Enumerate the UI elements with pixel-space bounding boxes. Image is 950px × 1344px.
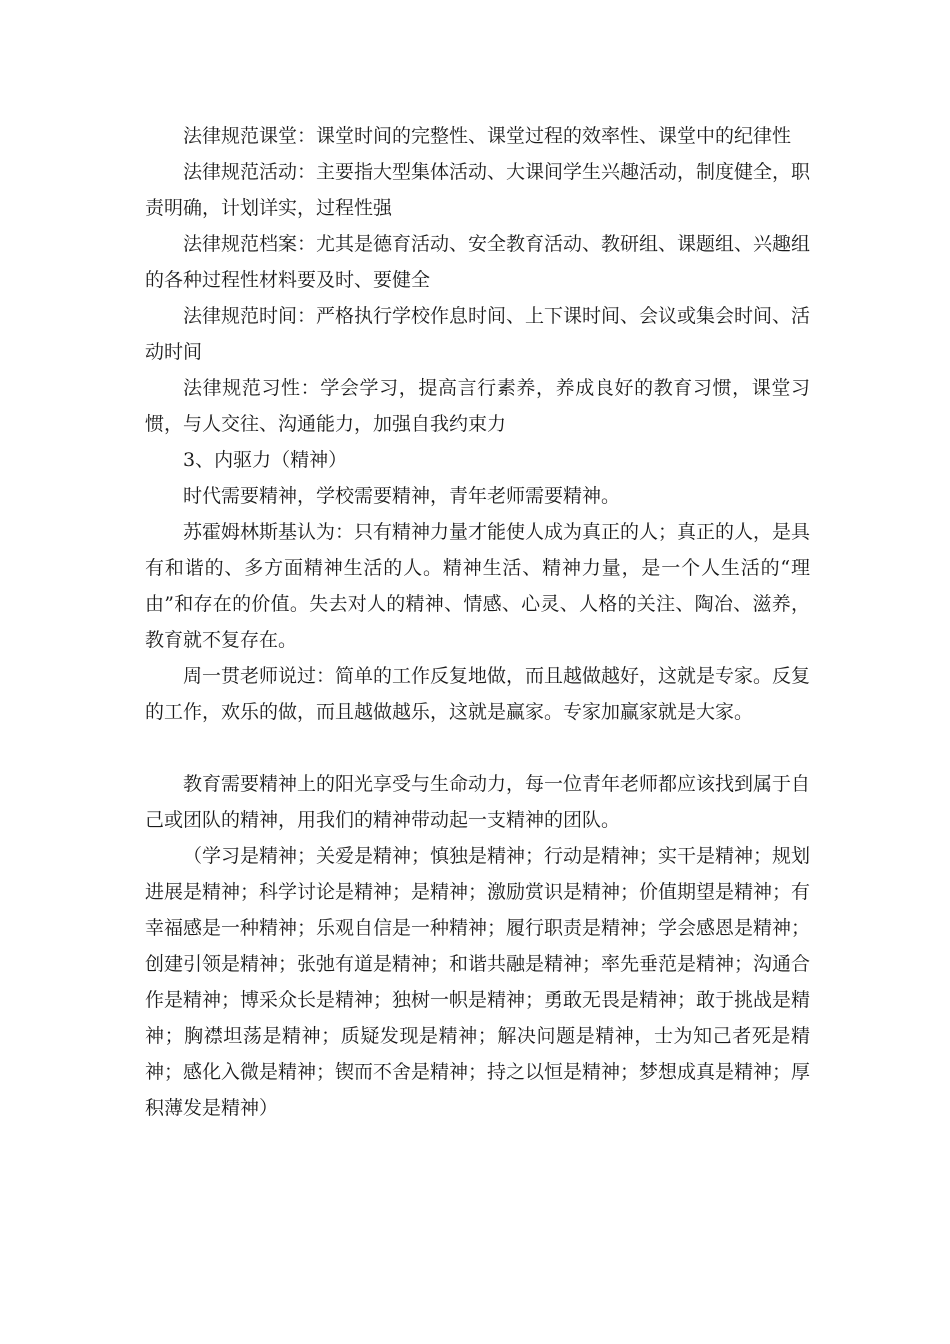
document-body	[145, 118, 810, 1126]
paragraph-time: 法律规范时间：严格执行学校作息时间、上下课时间、会议或集会时间、活动时间	[145, 305, 811, 363]
section-heading-spirit: 3、内驱力（精神）	[183, 449, 348, 471]
paragraph-classroom: 法律规范课堂：课堂时间的完整性、课堂过程的效率性、课堂中的纪律性	[183, 125, 792, 147]
paragraph-era-needs-spirit: 时代需要精神，学校需要精神，青年老师需要精神。	[183, 485, 621, 507]
paragraph-sukhomlinsky-quote: 苏霍姆林斯基认为：只有精神力量才能使人成为真正的人；真正的人，是具有和谐的、多方面精神生活的人。精神生活、精神力量，是一个人生活的“理由”和存在的价值。失去对人的精神、情感、心灵、人格的关注、陶冶、滋养，教育就不复存在。	[145, 521, 811, 651]
blank-line	[145, 730, 810, 766]
paragraph-education-needs-spirit: 教育需要精神上的阳光享受与生命动力，每一位青年老师都应该找到属于自己或团队的精神，用我们的精神带动起一支精神的团队。	[145, 773, 811, 831]
paragraph-spirit-list: （学习是精神；关爱是精神；慎独是精神；行动是精神；实干是精神；规划进展是精神；科学讨论是精神；是精神；激励赏识是精神；价值期望是精神；有幸福感是一种精神；乐观自信是一种精神；履行职责是精神；学会感恩是精神；创建引领是精神；张弛有道是精神；和谐共融是精神；率先垂范是精神；沟通合作是精神；博采众长是精神；独树一帜是精神；勇敢无畏是精神；敢于挑战是精神；胸襟坦荡是精神；质疑发现是精神；解决问题是精神，士为知己者死是精神；感化入微是精神；锲而不舍是精神；持之以恒是精神；梦想成真是精神；厚积薄发是精神）	[145, 845, 811, 1119]
paragraph-zhou-quote: 周一贯老师说过：简单的工作反复地做，而且越做越好，这就是专家。反复的工作，欢乐的做，而且越做越乐，这就是赢家。专家加赢家就是大家。	[145, 665, 811, 723]
paragraph-activities: 法律规范活动：主要指大型集体活动、大课间学生兴趣活动，制度健全，职责明确，计划详实，过程性强	[145, 161, 811, 219]
paragraph-habits: 法律规范习性：学会学习，提高言行素养，养成良好的教育习惯，课堂习惯，与人交往、沟通能力，加强自我约束力	[145, 377, 810, 435]
paragraph-archives: 法律规范档案：尤其是德育活动、安全教育活动、教研组、课题组、兴趣组的各种过程性材料要及时、要健全	[145, 233, 811, 291]
